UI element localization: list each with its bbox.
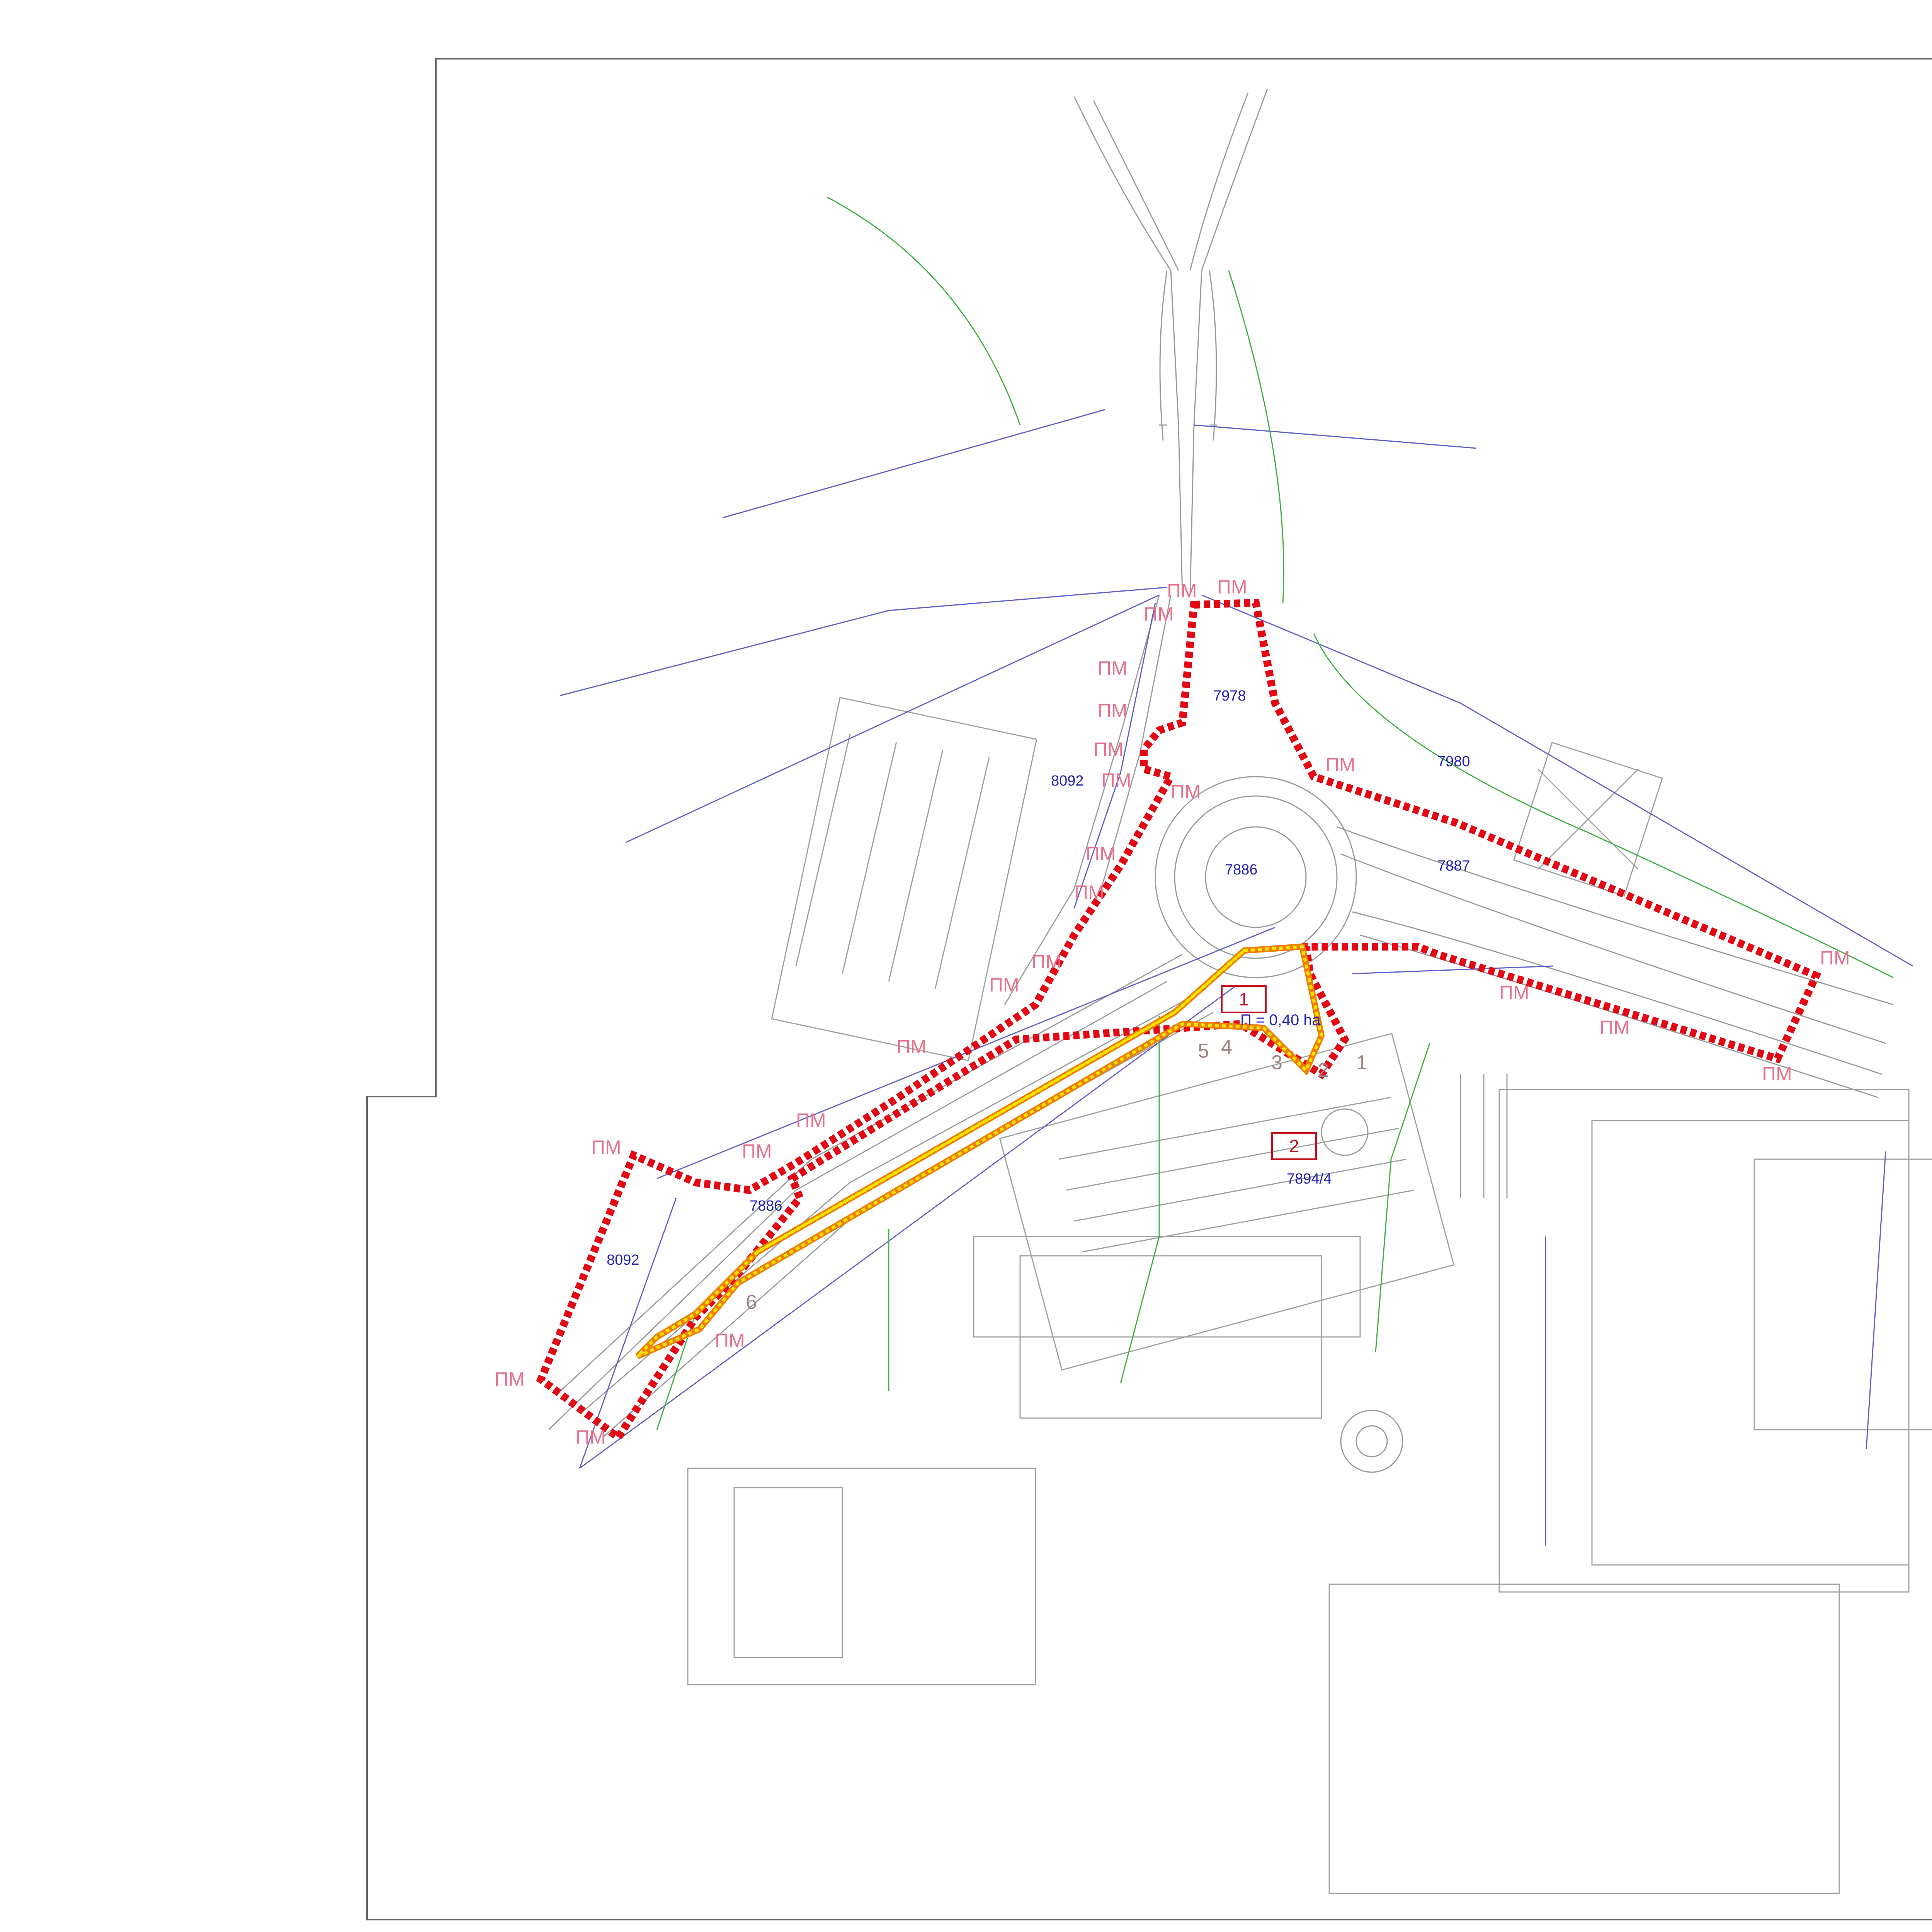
pm-marker: ПМ — [1094, 738, 1124, 760]
parcel-number-7978: 7978 — [1213, 688, 1246, 704]
parcel-number-7980: 7980 — [1437, 753, 1470, 770]
pm-marker: ПМ — [715, 1330, 745, 1351]
pm-marker: ПМ — [1086, 843, 1116, 864]
pm-marker: ПМ — [1097, 657, 1128, 679]
pm-marker: ПМ — [1820, 947, 1850, 969]
new-parcel-label-2: 2 — [1271, 1132, 1317, 1160]
area-label: П = 0,40 ha — [1240, 1012, 1321, 1029]
pm-marker: ПМ — [1101, 769, 1131, 791]
break-point-2: 2 — [1318, 1059, 1329, 1082]
parcel-number-7894-4: 7894/4 — [1287, 1171, 1332, 1187]
pm-marker: ПМ — [896, 1036, 927, 1058]
break-point-3: 3 — [1271, 1051, 1282, 1074]
break-point-6: 6 — [746, 1291, 757, 1313]
pm-marker: ПМ — [1217, 576, 1247, 598]
parcel-number-8092-2: 8092 — [607, 1252, 639, 1268]
pm-marker: ПМ — [495, 1368, 525, 1390]
pm-marker: ПМ — [1074, 881, 1104, 903]
break-point-1: 1 — [1356, 1051, 1367, 1074]
pm-marker: ПМ — [1325, 754, 1355, 776]
pm-marker: ПМ — [1097, 700, 1128, 721]
break-point-4: 4 — [1221, 1036, 1232, 1058]
pm-marker: ПМ — [1144, 603, 1174, 625]
pm-marker: ПМ — [1032, 951, 1062, 973]
parcel-number-7887: 7887 — [1437, 858, 1470, 874]
pm-marker: ПМ — [989, 974, 1019, 996]
parcel-number-7886-2: 7886 — [750, 1198, 782, 1214]
pm-marker: ПМ — [1762, 1063, 1792, 1085]
break-point-5: 5 — [1198, 1040, 1209, 1062]
pm-marker: ПМ — [576, 1426, 606, 1448]
pm-marker: ПМ — [1167, 580, 1197, 602]
pm-marker: ПМ — [796, 1109, 826, 1131]
new-parcel-label-1: 1 — [1221, 985, 1267, 1013]
parcel-number-7886: 7886 — [1225, 862, 1258, 878]
pm-marker: ПМ — [1171, 781, 1201, 803]
pm-marker: ПМ — [1600, 1017, 1630, 1038]
pm-marker: ПМ — [742, 1140, 772, 1162]
pm-marker: ПМ — [591, 1136, 621, 1158]
pm-marker: ПМ — [1499, 982, 1529, 1003]
parcel-number-8092: 8092 — [1051, 773, 1084, 789]
